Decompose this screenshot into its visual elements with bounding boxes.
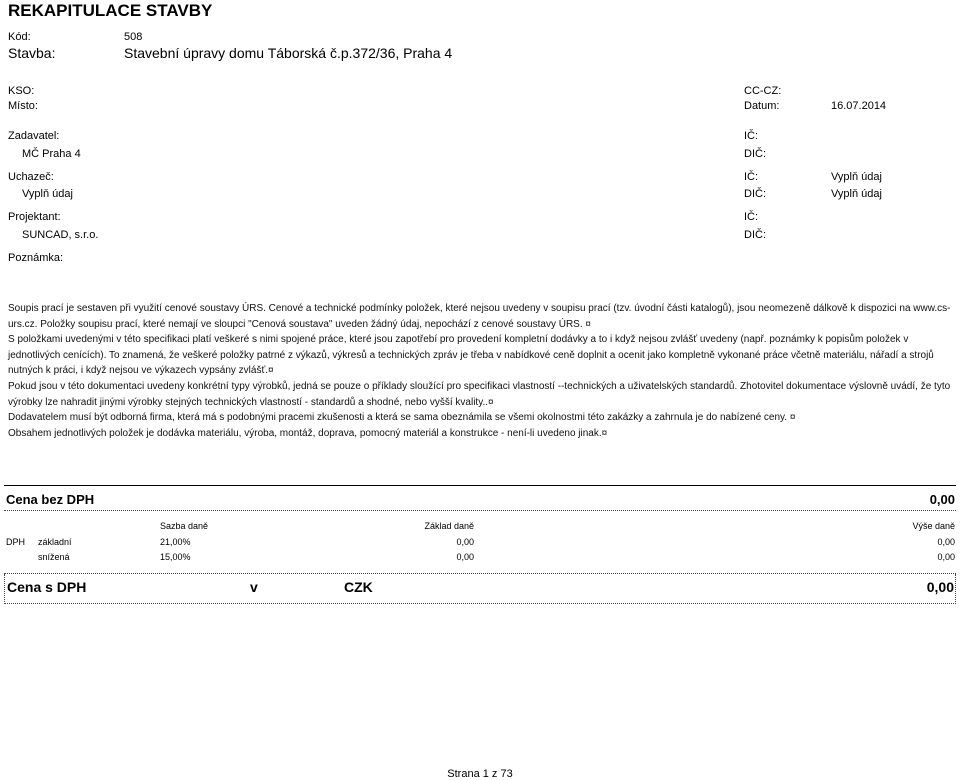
projektant-value: SUNCAD, s.r.o.: [22, 229, 99, 241]
zadavatel-dic-label: DIČ:: [744, 148, 766, 160]
page-title: REKAPITULACE STAVBY: [8, 1, 213, 20]
dph-row-tax: 0,00: [937, 537, 955, 547]
dph-row-name: základní: [38, 537, 72, 547]
col-header-zaklad: Základ daně: [424, 521, 474, 531]
note-paragraph: Obsahem jednotlivých položek je dodávka materiálu, výroba, montáž, doprava, pomocný materiál a konstrukce - není-li uvedeno jinak.¤: [8, 427, 608, 439]
zadavatel-ic-label: IČ:: [744, 130, 759, 142]
note-paragraph: S položkami uvedenými v této specifikaci platí veškeré s nimi spojené práce, které jsou zapotřebí pro provedení kompletní dodávky a to i když nejsou zvlášť uvedeny (např. poznámky k popisům položek v jednotlivých cenících). To znamená, že veškeré položky patrné z výkazů, výkresů a technických zpráv je třeba v nabídkové ceně doplnit a ocenit jako kompletně vykonané práce včetně materiálu, nářadí a strojů nutných k práci, i když nejsou ve výkazech vypsány zvlášť.¤: [8, 334, 934, 377]
uchazec-label: Uchazeč:: [8, 171, 54, 183]
cena-bez-dph-value: 0,00: [929, 492, 955, 507]
zadavatel-value: MČ Praha 4: [22, 148, 81, 160]
misto-label: Místo:: [8, 100, 38, 112]
cc-cz-label: CC-CZ:: [744, 85, 782, 97]
note-paragraph: Soupis prací je sestaven při využití cenové soustavy ÚRS. Cenové a technické podmínky položek, které nejsou uvedeny v soupisu prací (tzv. úvodní části katalogů), jsou neomezeně dálkově k dispozici na www.cs-urs.cz. Položky soupisu prací, které nemají ve sloupci "Cenová soustava" uveden žádný údaj, nepochází z cenové soustavy ÚRS. ¤: [8, 303, 951, 330]
datum-label: Datum:: [744, 100, 780, 112]
divider-line: [4, 485, 956, 486]
cena-bez-dph-label: Cena bez DPH: [6, 492, 95, 507]
col-header-sazba: Sazba daně: [160, 521, 209, 531]
box-left-edge: [4, 574, 5, 602]
v-label: v: [250, 579, 258, 595]
col-header-vyse: Výše daně: [912, 521, 955, 531]
note-block: [8, 301, 952, 441]
poznamka-label: Poznámka:: [8, 252, 64, 264]
dph-row-base: 0,00: [456, 537, 474, 547]
divider-dotted: [4, 510, 956, 511]
projektant-ic-label: IČ:: [744, 211, 759, 223]
uchazec-ic-value: Vyplň údaj: [831, 171, 882, 183]
dph-row-tax: 0,00: [937, 552, 955, 562]
kod-label: Kód:: [8, 31, 31, 43]
datum-value: 16.07.2014: [831, 100, 887, 112]
uchazec-ic-label: IČ:: [744, 171, 759, 183]
kod-value: 508: [124, 31, 143, 43]
page-number: Strana 1 z 73: [447, 768, 513, 780]
note-paragraph: Pokud jsou v této dokumentaci uvedeny konkrétní typy výrobků, jedná se pouze o příklady sloužící pro specifikaci vlastností --technických a uživatelských standardů. Zhotovitel dokumentace výslovně uvádí, že tyto výrobky lze nahradit jinými výrobky stejných technických vlastností - standardů a shodné, nebo vyšší kvality..¤: [8, 380, 951, 408]
zadavatel-label: Zadavatel:: [8, 130, 60, 142]
stavba-label: Stavba:: [8, 45, 56, 61]
dph-row-rate: 15,00%: [160, 552, 191, 562]
uchazec-value: Vyplň údaj: [22, 188, 73, 200]
kso-label: KSO:: [8, 85, 35, 97]
dph-row-name: snížená: [38, 552, 70, 562]
dph-row-base: 0,00: [456, 552, 474, 562]
cena-s-dph-value: 0,00: [926, 579, 954, 595]
note-paragraph: Dodavatelem musí být odborná firma, která má s podobnými pracemi zkušenosti a která se sama obeznámila se všemi okolnostmi této zakázky a zahrnula je do nabízené ceny. ¤: [8, 412, 796, 424]
currency-label: CZK: [344, 579, 373, 595]
dph-label: DPH: [6, 537, 26, 547]
uchazec-dic-value: Vyplň údaj: [831, 188, 882, 200]
projektant-dic-label: DIČ:: [744, 229, 766, 241]
projektant-label: Projektant:: [8, 211, 61, 223]
box-right-edge: [955, 574, 956, 602]
cena-s-dph-label: Cena s DPH: [7, 579, 87, 595]
dph-row-rate: 21,00%: [160, 537, 191, 547]
uchazec-dic-label: DIČ:: [744, 188, 766, 200]
stavba-value: Stavební úpravy domu Táborská č.p.372/36, Praha 4: [124, 45, 453, 61]
